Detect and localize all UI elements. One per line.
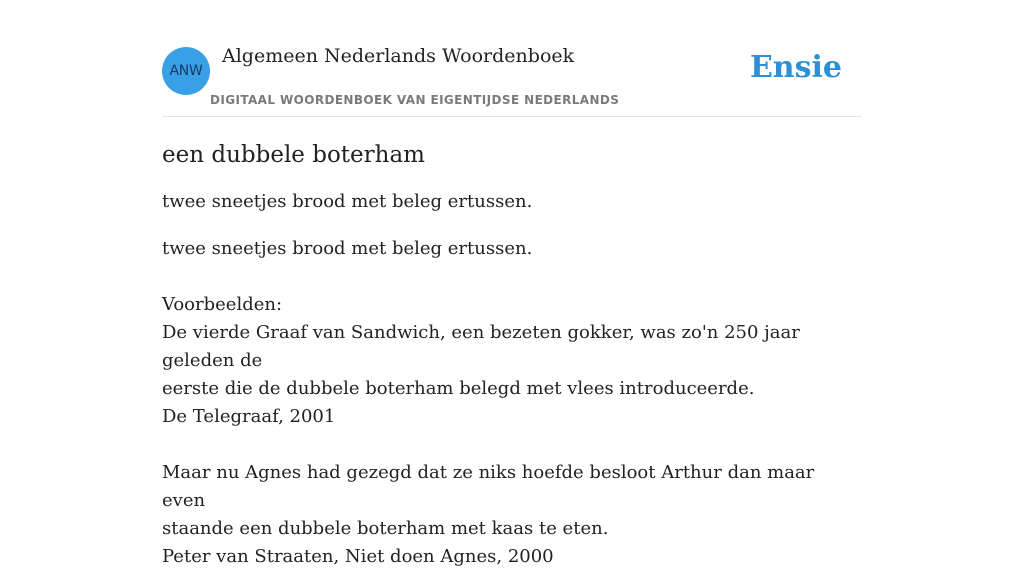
example-2-line-2: staande een dubbele boterham met kaas te eten. <box>162 518 609 539</box>
entry-body <box>162 235 862 571</box>
site-title[interactable]: Algemeen Nederlands Woordenboek <box>222 45 575 67</box>
ensie-brand-link[interactable]: Ensie <box>749 50 842 85</box>
example-1-line-1: De vierde Graaf van Sandwich, een bezeten gokker, was zo'n 250 jaar geleden de <box>162 322 800 371</box>
entry-content <box>162 140 862 571</box>
example-1-line-2: eerste die de dubbele boterham belegd met vlees introduceerde. <box>162 378 755 399</box>
example-2-source: Peter van Straaten, Niet doen Agnes, 2000 <box>162 546 554 567</box>
definition-text: twee sneetjes brood met beleg ertussen. <box>162 238 533 259</box>
site-subtitle: DIGITAAL WOORDENBOEK VAN EIGENTIJDSE NEDERLANDS <box>210 93 620 107</box>
example-2-line-1: Maar nu Agnes had gezegd dat ze niks hoefde besloot Arthur dan maar even <box>162 462 815 511</box>
anw-logo[interactable]: ANW <box>162 47 210 95</box>
example-1-source: De Telegraaf, 2001 <box>162 406 336 427</box>
entry-summary: twee sneetjes brood met beleg ertussen. <box>162 191 533 212</box>
spacer <box>162 263 862 291</box>
spacer <box>162 431 862 459</box>
site-header <box>162 0 862 117</box>
examples-label: Voorbeelden: <box>162 294 283 315</box>
entry-term: een dubbele boterham <box>162 142 425 168</box>
